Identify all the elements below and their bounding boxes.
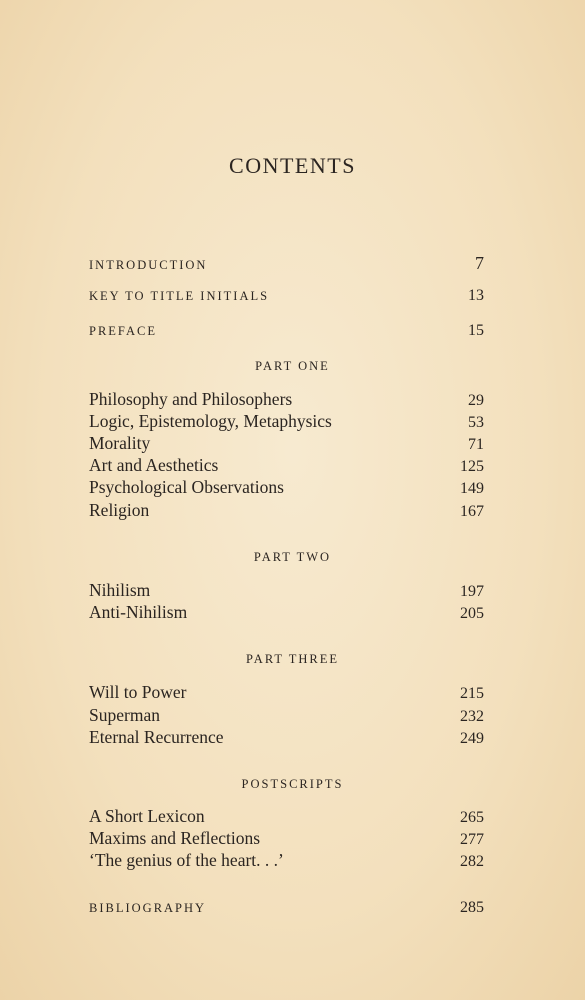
toc-entry-label: INTRODUCTION: [89, 258, 208, 272]
toc-entry[interactable]: [89, 580, 484, 602]
toc-entry-label: Will to Power: [89, 682, 187, 702]
toc-entry-label: ‘The genius of the heart. . .’: [89, 850, 284, 870]
toc-entry[interactable]: [89, 389, 484, 411]
toc-entry-label: Nihilism: [89, 580, 151, 600]
toc-entry[interactable]: [89, 727, 484, 749]
toc-entry-page: 197: [460, 583, 484, 600]
section-heading-postscripts: POSTSCRIPTS: [241, 777, 344, 791]
section-heading-part-two: PART TWO: [253, 550, 332, 564]
toc-entry-key-to-title-initials[interactable]: [89, 287, 484, 309]
toc-entry[interactable]: [89, 500, 484, 522]
toc-entry-page: 205: [460, 605, 484, 622]
toc-entry-page: 7: [475, 253, 484, 273]
toc-entry[interactable]: [89, 682, 484, 704]
toc-entry-bibliography[interactable]: [89, 899, 484, 921]
toc-entry[interactable]: [89, 433, 484, 455]
toc-entry-page: 232: [460, 708, 484, 725]
toc-entry-page: 13: [468, 287, 484, 304]
page-title: CONTENTS: [229, 153, 356, 178]
toc-entry-label: KEY TO TITLE INITIALS: [89, 289, 270, 303]
toc-entry-page: 277: [460, 831, 484, 848]
toc-entry-preface[interactable]: [89, 322, 484, 344]
toc-entry-label: Psychological Observations: [89, 477, 284, 497]
toc-entry-label: PREFACE: [89, 324, 157, 338]
toc-entry-label: Religion: [89, 500, 150, 520]
toc-entry-page: 285: [460, 899, 484, 916]
toc-entry-page: 53: [468, 414, 484, 431]
toc-entry[interactable]: [89, 455, 484, 477]
section-heading-part-three: PART THREE: [246, 652, 339, 666]
toc-entry[interactable]: [89, 477, 484, 499]
toc-entry-label: Morality: [89, 433, 151, 453]
toc-entry[interactable]: [89, 806, 484, 828]
section-heading-part-one: PART ONE: [255, 359, 330, 373]
toc-entry-label: A Short Lexicon: [89, 806, 205, 826]
toc-entry-label: Art and Aesthetics: [89, 455, 219, 475]
toc-entry-page: 125: [460, 458, 484, 475]
toc-entry-page: 149: [460, 480, 484, 497]
toc-entry-page: 249: [460, 730, 484, 747]
toc-entry[interactable]: [89, 828, 484, 850]
toc-entry[interactable]: [89, 411, 484, 433]
toc-entry-label: Maxims and Reflections: [89, 828, 261, 848]
toc-entry-label: Eternal Recurrence: [89, 727, 224, 747]
toc-entry-page: 29: [468, 392, 484, 409]
toc-entry-label: Anti-Nihilism: [89, 602, 188, 622]
toc-entry-label: BIBLIOGRAPHY: [89, 901, 207, 915]
toc-entry[interactable]: [89, 705, 484, 727]
toc-entry-label: Philosophy and Philosophers: [89, 389, 293, 409]
toc-entry-page: 282: [460, 853, 484, 870]
toc-entry-page: 167: [460, 503, 484, 520]
toc-entry-page: 265: [460, 809, 484, 826]
toc-entry-introduction[interactable]: [89, 253, 484, 275]
toc-entry[interactable]: [89, 850, 484, 872]
toc-entry-page: 71: [468, 436, 484, 453]
toc-entry[interactable]: [89, 602, 484, 624]
toc-entry-page: 15: [468, 322, 484, 339]
toc-entry-page: 215: [460, 685, 484, 702]
toc-entry-label: Logic, Epistemology, Metaphysics: [89, 411, 332, 431]
toc-entry-label: Superman: [89, 705, 160, 725]
